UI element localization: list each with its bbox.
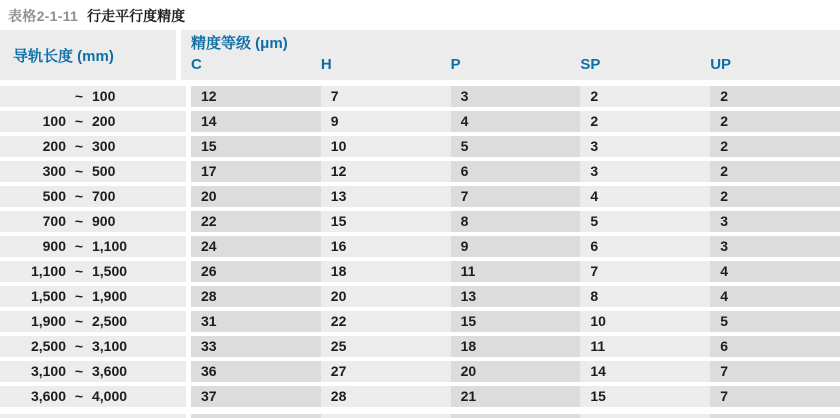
value-cell-h: 27 xyxy=(321,361,451,382)
rail-length-range-cell xyxy=(0,211,186,232)
range-to: 2,500 xyxy=(92,312,128,329)
rail-length-range-cell xyxy=(0,361,186,382)
value-cell-c: 14 xyxy=(191,111,321,132)
value-cell-sp: 7 xyxy=(580,261,710,282)
table-row xyxy=(0,161,840,182)
value-cell-up: 2 xyxy=(710,186,840,207)
table-header xyxy=(0,30,840,80)
range-to: 100 xyxy=(92,88,116,104)
range-to: 500 xyxy=(92,162,116,179)
range-to: 1,900 xyxy=(92,287,128,304)
table-row xyxy=(0,361,840,382)
range-from: 2,500 xyxy=(30,337,66,354)
rail-length-range-cell xyxy=(0,136,186,157)
column-header-c: C xyxy=(191,56,202,73)
rail-length-range-cell xyxy=(0,161,186,182)
range-from: 700 xyxy=(42,212,66,229)
value-cell-sp: 3 xyxy=(580,136,710,157)
range-from: 3,600 xyxy=(30,387,66,404)
value-cell-sp xyxy=(580,414,710,418)
value-cell-h: 10 xyxy=(321,136,451,157)
value-cell-up: 2 xyxy=(710,111,840,132)
value-cell-c: 20 xyxy=(191,186,321,207)
value-cell-up: 6 xyxy=(710,336,840,357)
value-cell-sp: 11 xyxy=(580,336,710,357)
value-cell-up: 3 xyxy=(710,211,840,232)
range-tilde: ~ xyxy=(74,137,84,154)
table-row xyxy=(0,386,840,407)
grade-header-label: 精度等级 (μm) xyxy=(191,35,288,52)
range-from: 500 xyxy=(42,187,66,204)
value-cell-sp: 3 xyxy=(580,161,710,182)
value-cell-up: 2 xyxy=(710,161,840,182)
value-cell-p: 3 xyxy=(451,86,581,107)
range-to: 1,500 xyxy=(92,262,128,279)
value-cell-c: 26 xyxy=(191,261,321,282)
table-body xyxy=(0,86,840,418)
value-cell-sp: 4 xyxy=(580,186,710,207)
range-from: 3,100 xyxy=(30,362,66,379)
table-row xyxy=(0,111,840,132)
range-from: 200 xyxy=(42,137,66,154)
range-tilde: ~ xyxy=(74,312,84,329)
value-cell-h: 9 xyxy=(321,111,451,132)
value-cell-h: 25 xyxy=(321,336,451,357)
value-cell-sp: 14 xyxy=(580,361,710,382)
table-row xyxy=(0,236,840,257)
value-cell-p: 13 xyxy=(451,286,581,307)
value-cell-h: 7 xyxy=(321,86,451,107)
rail-length-range-cell xyxy=(0,86,186,107)
value-cell-c: 24 xyxy=(191,236,321,257)
value-cell-c: 37 xyxy=(191,386,321,407)
table-row xyxy=(0,336,840,357)
value-cell-up: 4 xyxy=(710,286,840,307)
value-cell-up: 7 xyxy=(710,361,840,382)
range-tilde: ~ xyxy=(74,112,84,129)
value-cell-p: 4 xyxy=(451,111,581,132)
table-row xyxy=(0,211,840,232)
range-to: 3,600 xyxy=(92,362,128,379)
range-tilde: ~ xyxy=(74,237,84,254)
value-cell-sp: 5 xyxy=(580,211,710,232)
range-tilde: ~ xyxy=(74,287,84,304)
range-tilde: ~ xyxy=(74,337,84,354)
value-cell-h: 28 xyxy=(321,386,451,407)
value-cell-c: 22 xyxy=(191,211,321,232)
value-cell-c: 31 xyxy=(191,311,321,332)
value-cell-c: 36 xyxy=(191,361,321,382)
range-to: 4,000 xyxy=(92,387,128,404)
value-cell-h: 18 xyxy=(321,261,451,282)
table-caption xyxy=(0,0,840,24)
value-cell-up xyxy=(710,414,840,418)
range-from: 900 xyxy=(42,237,66,254)
value-cell-h: 16 xyxy=(321,236,451,257)
column-header-h: H xyxy=(320,56,332,73)
table-row xyxy=(0,136,840,157)
rail-length-range-cell xyxy=(0,261,186,282)
range-tilde: ~ xyxy=(74,362,84,379)
rail-length-header xyxy=(0,30,176,80)
value-cell-sp: 10 xyxy=(580,311,710,332)
value-cell-up: 3 xyxy=(710,236,840,257)
value-cell-p: 7 xyxy=(451,186,581,207)
range-to: 900 xyxy=(92,212,116,229)
value-cell-c: 17 xyxy=(191,161,321,182)
rail-length-range-cell xyxy=(0,186,186,207)
value-cell-up: 2 xyxy=(710,86,840,107)
table-row xyxy=(0,261,840,282)
table-row-clipped xyxy=(0,414,840,418)
column-header-p: P xyxy=(450,56,461,73)
value-cell-p: 8 xyxy=(451,211,581,232)
value-cell-h: 15 xyxy=(321,211,451,232)
range-from: 300 xyxy=(42,162,66,179)
value-cell-sp: 2 xyxy=(580,86,710,107)
rail-length-header-label: 导轨长度 (mm) xyxy=(13,47,114,65)
value-cell-c xyxy=(191,414,321,418)
range-to xyxy=(92,414,186,418)
range-tilde: ~ xyxy=(74,262,84,279)
range-tilde: ~ xyxy=(74,162,84,179)
value-cell-c: 12 xyxy=(191,86,321,107)
range-from: 100 xyxy=(42,112,66,129)
grade-column-headers xyxy=(191,54,840,76)
value-cell-c: 28 xyxy=(191,286,321,307)
range-from xyxy=(0,86,66,107)
range-from: 1,900 xyxy=(30,312,66,329)
value-cell-c: 33 xyxy=(191,336,321,357)
value-cell-sp: 2 xyxy=(580,111,710,132)
range-tilde: ~ xyxy=(74,387,84,404)
range-to: 200 xyxy=(92,112,116,129)
value-cell-h: 12 xyxy=(321,161,451,182)
range-tilde xyxy=(66,414,92,418)
rail-length-range-cell xyxy=(0,386,186,407)
value-cell-p: 5 xyxy=(451,136,581,157)
value-cell-p: 9 xyxy=(451,236,581,257)
range-tilde: ~ xyxy=(74,187,84,204)
value-cell-h: 20 xyxy=(321,286,451,307)
value-cell-p: 20 xyxy=(451,361,581,382)
value-cell-sp: 15 xyxy=(580,386,710,407)
value-cell-p: 6 xyxy=(451,161,581,182)
range-tilde: ~ xyxy=(74,212,84,229)
value-cell-up: 2 xyxy=(710,136,840,157)
range-to: 300 xyxy=(92,137,116,154)
rail-length-range-cell xyxy=(0,111,186,132)
range-tilde: ~ xyxy=(74,88,84,104)
range-from xyxy=(0,414,66,418)
rail-length-range-cell xyxy=(0,336,186,357)
column-header-up: UP xyxy=(710,56,732,73)
rail-length-range-cell xyxy=(0,311,186,332)
value-cell-p: 11 xyxy=(451,261,581,282)
column-header-sp: SP xyxy=(580,56,601,73)
value-cell-p: 15 xyxy=(451,311,581,332)
table-number: 表格2-1-11 xyxy=(8,8,79,24)
value-cell-up: 7 xyxy=(710,386,840,407)
rail-length-range-cell xyxy=(0,286,186,307)
value-cell-h xyxy=(321,414,451,418)
value-cell-p: 18 xyxy=(451,336,581,357)
value-cell-sp: 6 xyxy=(580,236,710,257)
page-title: 行走平行度精度 xyxy=(87,8,186,24)
range-from: 1,100 xyxy=(30,262,66,279)
table-row xyxy=(0,186,840,207)
value-cell-c: 15 xyxy=(191,136,321,157)
rail-length-range-cell xyxy=(0,414,186,418)
range-to: 3,100 xyxy=(92,337,128,354)
range-to: 1,100 xyxy=(92,237,128,254)
table-row xyxy=(0,286,840,307)
value-cell-sp: 8 xyxy=(580,286,710,307)
grade-header-block xyxy=(181,30,840,80)
table-row xyxy=(0,86,840,107)
range-from: 1,500 xyxy=(30,287,66,304)
rail-length-range-cell xyxy=(0,236,186,257)
value-cell-h: 13 xyxy=(321,186,451,207)
table-row xyxy=(0,311,840,332)
value-cell-up: 4 xyxy=(710,261,840,282)
value-cell-up: 5 xyxy=(710,311,840,332)
value-cell-p: 21 xyxy=(451,386,581,407)
value-cell-p xyxy=(451,414,581,418)
value-cell-h: 22 xyxy=(321,311,451,332)
range-to: 700 xyxy=(92,187,116,204)
